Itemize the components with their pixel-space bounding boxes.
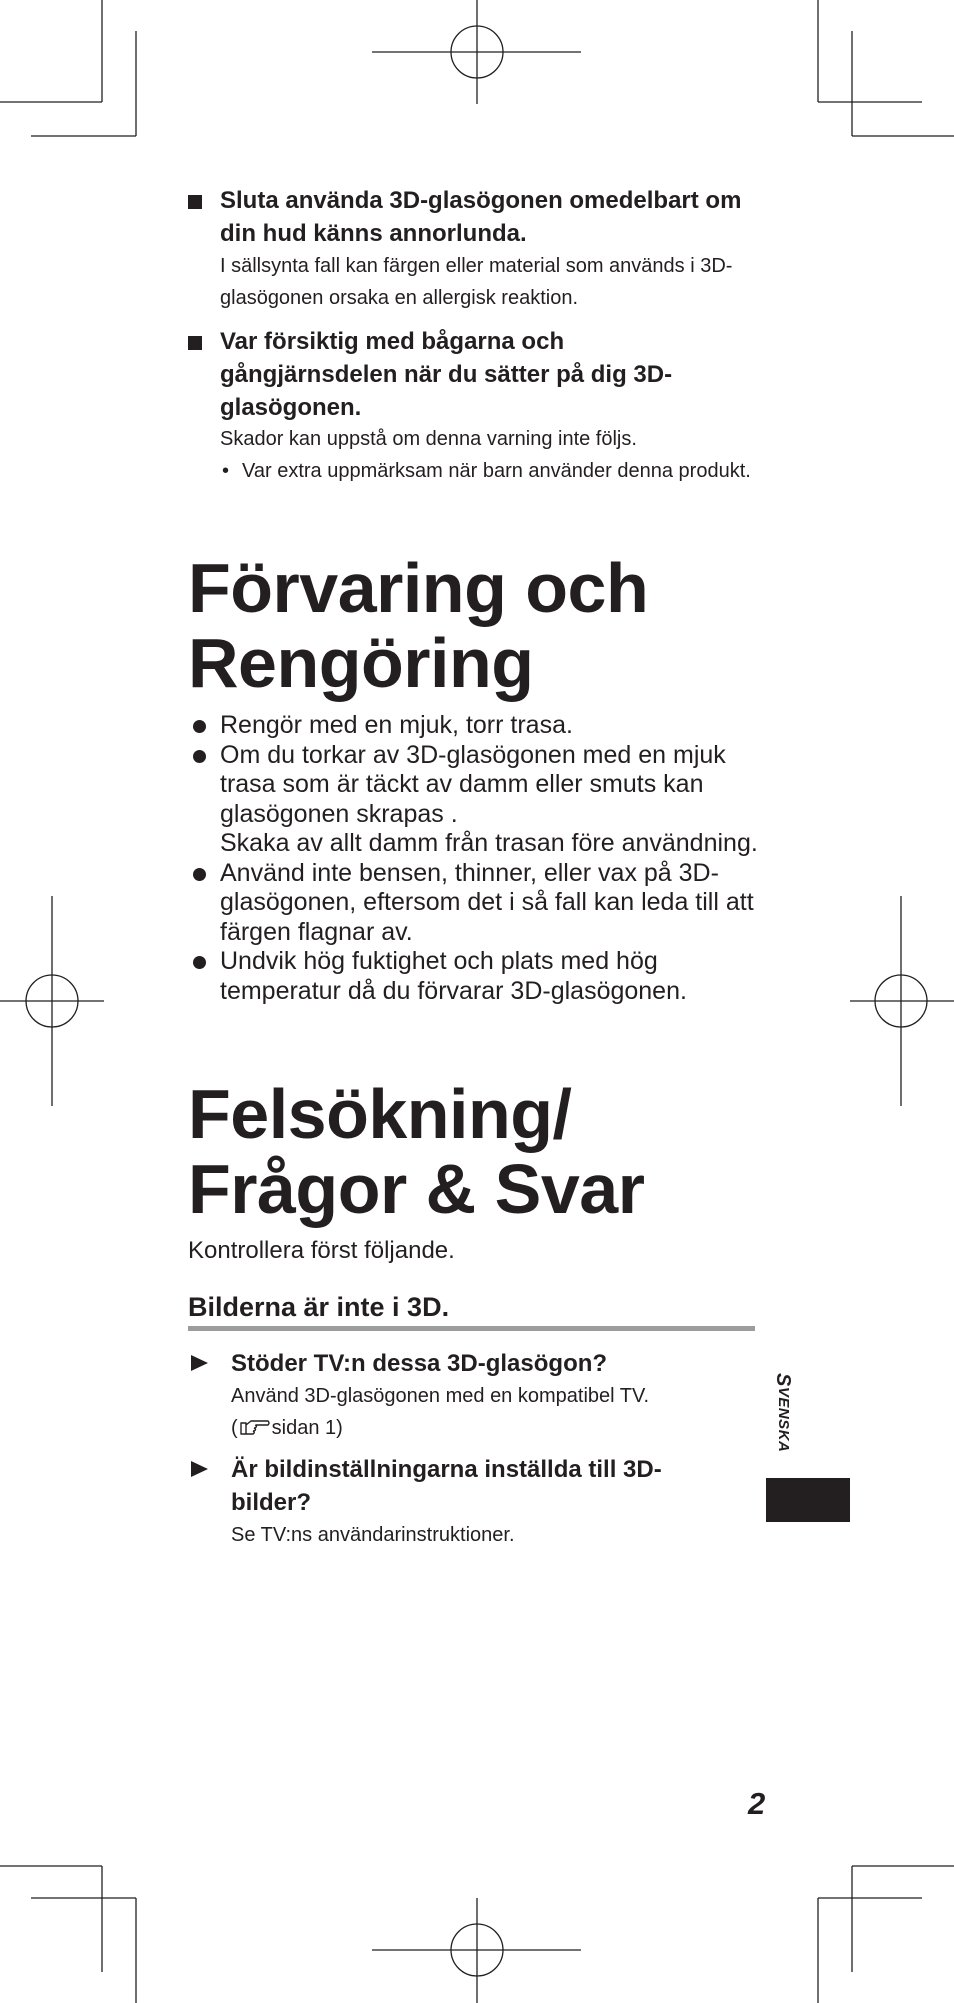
page-number: 2 bbox=[748, 1786, 766, 1821]
list-item bbox=[192, 947, 772, 1006]
square-bullet-icon bbox=[188, 336, 202, 350]
language-label-initial: S bbox=[772, 1373, 794, 1387]
storage-heading bbox=[188, 551, 648, 701]
triangle-arrow-icon bbox=[191, 1461, 208, 1477]
list-item-text: Använd inte bensen, thinner, eller vax på 3D-glasögonen, eftersom det i så fall kan leda till att färgen flagnar av. bbox=[220, 858, 754, 946]
qa-item-compatibility bbox=[191, 1347, 751, 1447]
list-item bbox=[192, 741, 772, 859]
language-side-label bbox=[771, 1373, 794, 1452]
qa-answer: Se TV:ns användarinstruktioner. bbox=[231, 1524, 515, 1546]
language-label-rest: VENSKA bbox=[775, 1386, 792, 1453]
qa-answer: Använd 3D-glasögonen med en kompatibel TV. bbox=[231, 1385, 650, 1407]
dot-bullet-icon: • bbox=[222, 460, 230, 482]
round-bullet-icon bbox=[193, 956, 206, 969]
storage-heading-line1: Förvaring och bbox=[188, 549, 649, 627]
warning-item-hinge bbox=[189, 325, 759, 485]
list-item bbox=[192, 711, 772, 741]
problem-subheading: Bilderna är inte i 3D. bbox=[188, 1292, 450, 1322]
troubleshooting-heading bbox=[188, 1077, 644, 1227]
pointing-hand-icon bbox=[240, 1415, 270, 1447]
page-reference-open-paren: ( bbox=[231, 1417, 238, 1439]
round-bullet-icon bbox=[193, 720, 206, 733]
list-item bbox=[192, 859, 772, 948]
storage-heading-line2: Rengöring bbox=[188, 624, 534, 702]
warning-body: Skador kan uppstå om denna varning inte följs. bbox=[220, 428, 637, 450]
qa-item-picture-settings bbox=[191, 1453, 751, 1551]
warning-item-allergy bbox=[189, 184, 759, 314]
list-item-text: Undvik hög fuktighet och plats med hög temperatur då du förvarar 3D-glasögonen. bbox=[220, 947, 687, 1005]
troubleshooting-heading-line2: Frågor & Svar bbox=[188, 1150, 645, 1228]
qa-page-reference bbox=[231, 1412, 751, 1447]
troubleshooting-intro: Kontrollera först följande. bbox=[188, 1237, 455, 1264]
warning-title: Sluta använda 3D-glasögonen omedelbart om din hud känns annorlunda. bbox=[220, 187, 742, 247]
subheading-rule bbox=[188, 1326, 755, 1331]
warning-body: I sällsynta fall kan färgen eller material som används i 3D-glasögonen orsaka en allergisk reaktion. bbox=[220, 255, 733, 309]
list-item-text-continuation: Skaka av allt damm från trasan före användning. bbox=[220, 829, 758, 857]
troubleshooting-heading-line1: Felsökning/ bbox=[188, 1075, 572, 1153]
storage-list bbox=[192, 711, 772, 1006]
qa-question: Stöder TV:n dessa 3D-glasögon? bbox=[231, 1350, 608, 1377]
square-bullet-icon bbox=[188, 195, 202, 209]
warning-sub-bullet bbox=[220, 458, 759, 485]
language-side-tab bbox=[766, 1478, 850, 1522]
round-bullet-icon bbox=[193, 868, 206, 881]
qa-question: Är bildinställningarna inställda till 3D-bilder? bbox=[231, 1456, 662, 1516]
warning-title: Var försiktig med bågarna och gångjärnsdelen när du sätter på dig 3D-glasögonen. bbox=[220, 328, 673, 421]
list-item-text: Rengör med en mjuk, torr trasa. bbox=[220, 711, 573, 739]
triangle-arrow-icon bbox=[191, 1355, 208, 1371]
round-bullet-icon bbox=[193, 750, 206, 763]
warning-sub-bullet-text: Var extra uppmärksam när barn använder denna produkt. bbox=[242, 460, 751, 482]
page-reference-text: sidan 1) bbox=[271, 1417, 343, 1439]
list-item-text: Om du torkar av 3D-glasögonen med en mjuk trasa som är täckt av damm eller smuts kan glasögonen skrapas . bbox=[220, 740, 726, 828]
